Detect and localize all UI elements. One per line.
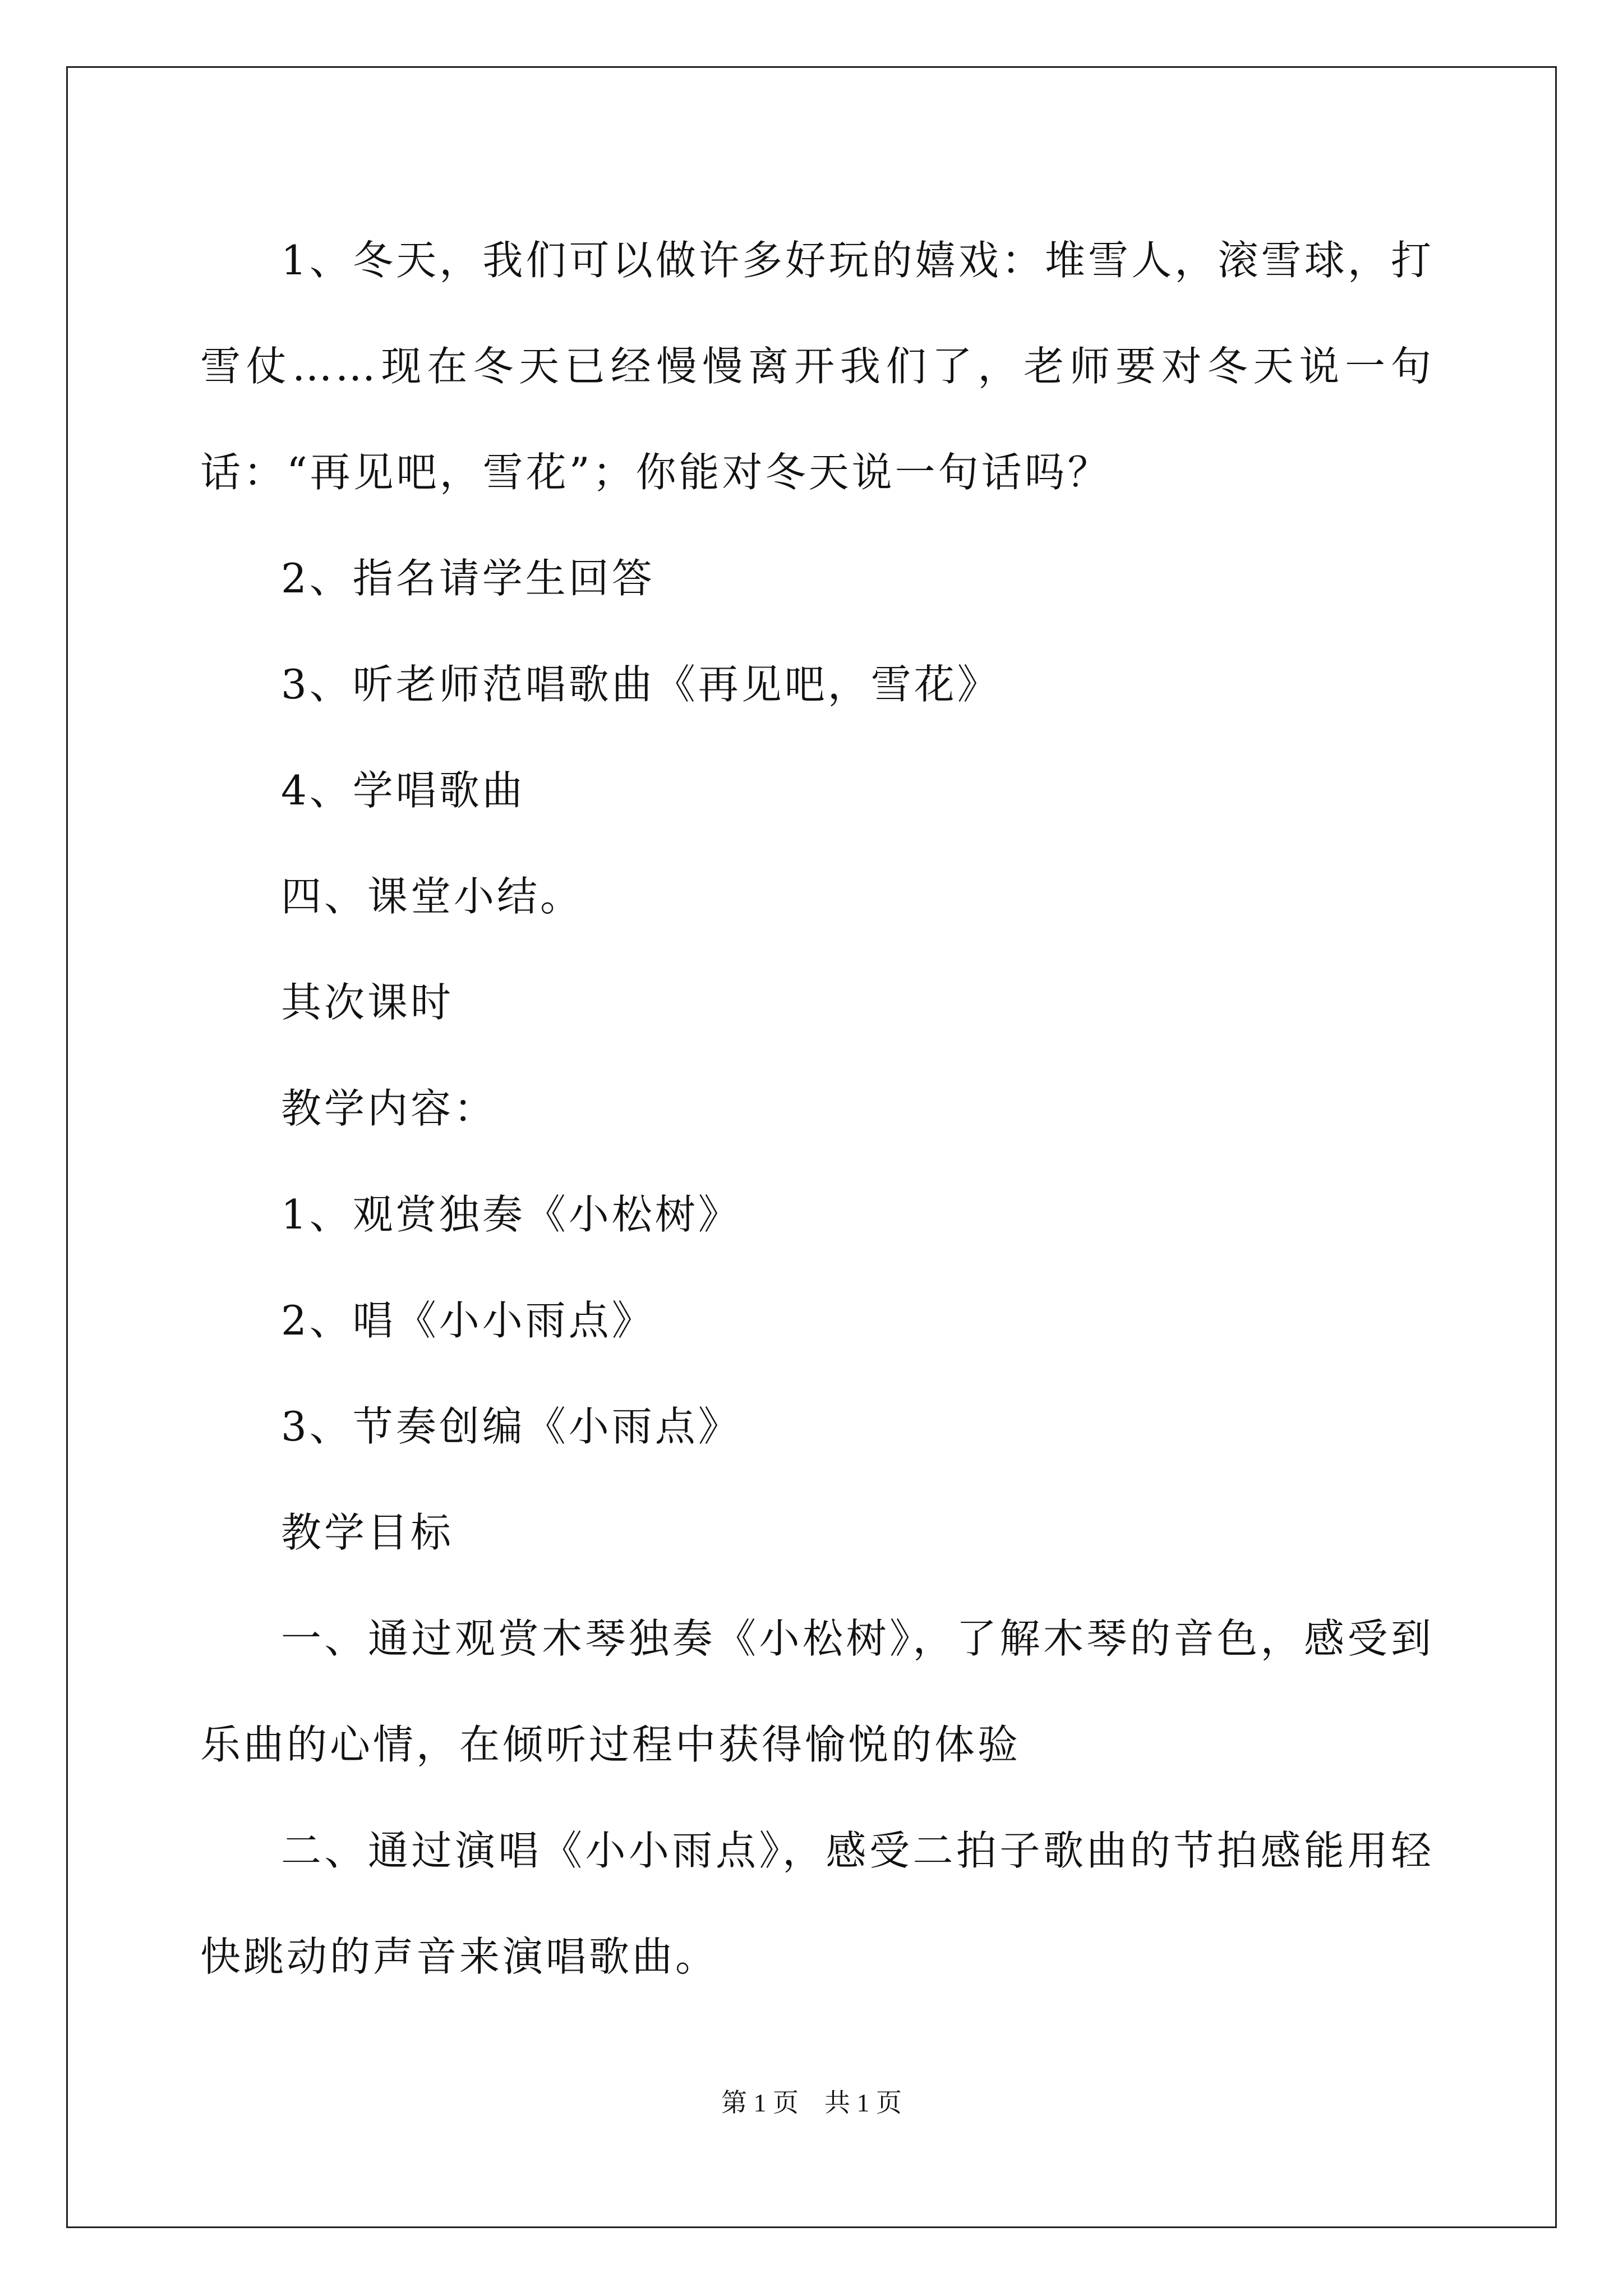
paragraph: 四、课堂小结。: [281, 873, 584, 920]
paragraph: 其次课时: [281, 979, 454, 1026]
paragraph: 1、观赏独奏《小松树》: [281, 1191, 741, 1238]
paragraph: 2、指名请学生回答: [281, 555, 655, 602]
paragraph: 教学内容：: [281, 1085, 497, 1132]
document-body: [200, 208, 1434, 2010]
page-total: 共 1 页: [824, 2088, 902, 2117]
page-number: 第 1 页: [721, 2088, 799, 2117]
paragraph: 二、通过演唱《小小雨点》，感受二拍子歌曲的节拍感能用轻快跳动的声音来演唱歌曲。: [200, 1827, 1434, 1980]
paragraph: 教学目标: [281, 1509, 454, 1556]
paragraph: 2、唱《小小雨点》: [281, 1297, 655, 1344]
paragraph: 3、听老师范唱歌曲《再见吧，雪花》: [281, 661, 1000, 708]
paragraph: 1、冬天，我们可以做许多好玩的嬉戏：堆雪人，滚雪球，打雪仗……现在冬天已经慢慢离开我们了，老师要对冬天说一句话：“再见吧，雪花”；你能对冬天说一句话吗？: [200, 237, 1434, 496]
paragraph: 一、通过观赏木琴独奏《小松树》，了解木琴的音色，感受到乐曲的心情，在倾听过程中获得愉悦的体验: [200, 1615, 1434, 1768]
page-footer: [0, 2082, 1623, 2119]
paragraph: 4、学唱歌曲: [281, 767, 525, 814]
paragraph: 3、节奏创编《小雨点》: [281, 1403, 741, 1450]
